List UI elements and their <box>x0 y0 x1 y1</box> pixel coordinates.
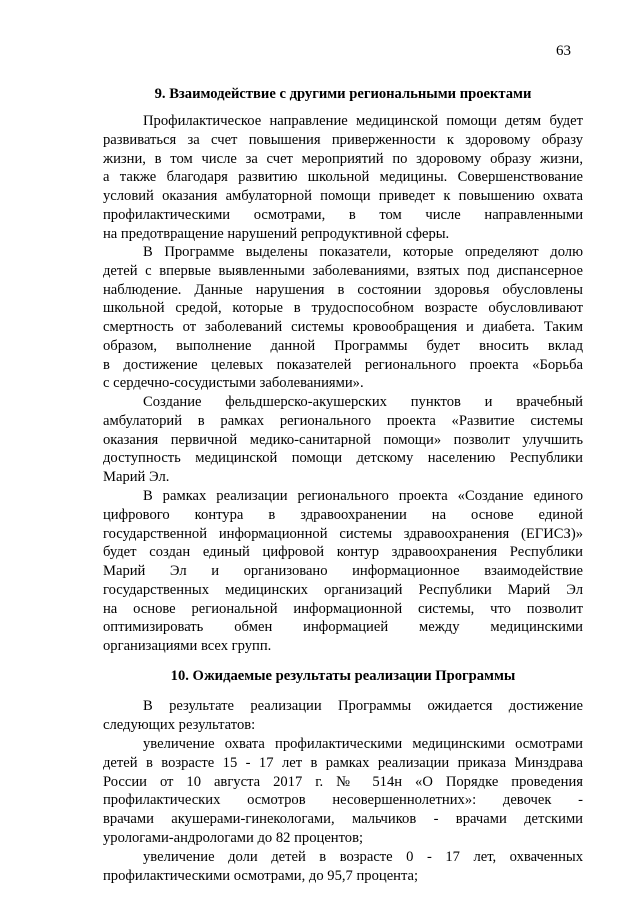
section-10-paragraph-3 <box>103 848 583 886</box>
section-9-paragraph-2 <box>103 243 583 393</box>
text-line: детей в возрасте 15 - 17 лет в рамках реализации приказа Минздрава <box>103 754 583 771</box>
text-line: Профилактическое направление медицинской помощи детям будет <box>143 113 583 129</box>
section-10-paragraph-2 <box>103 735 583 848</box>
text-line: детей с впервые выявленными заболеваниями, взятых под диспансерное <box>103 262 583 279</box>
text-line: на предотвращение нарушений репродуктивной сферы. <box>103 225 450 242</box>
text-line: профилактических осмотров несовершеннолетних»: девочек - <box>103 792 583 809</box>
text-line: урологами-андрологами до 82 процентов; <box>103 829 364 846</box>
text-line: профилактическими осмотрами, до 95,7 процента; <box>103 867 419 884</box>
text-line: с сердечно-сосудистыми заболеваниями». <box>103 375 364 392</box>
text-line: государственных медицинских организаций Республики Марий Эл <box>103 581 583 598</box>
text-line: В рамках реализации регионального проекта «Создание единого <box>143 488 583 504</box>
section-9-paragraph-3 <box>103 393 583 487</box>
text-line: условий оказания амбулаторной помощи приведет к повышению охвата <box>103 188 583 204</box>
text-line: а также благодаря развитию школьной медицины. Совершенствование <box>103 169 583 186</box>
text-line: увеличение доли детей в возрасте 0 - 17 лет, охваченных <box>143 849 583 865</box>
text-line: наблюдение. Данные нарушения в состоянии здоровья обусловлены <box>103 281 583 298</box>
text-line: школьной средой, которые в трудоспособном возрасте обусловливают <box>103 300 583 317</box>
text-line: России от 10 августа 2017 г. № 514н «О Порядке проведения <box>103 773 583 790</box>
text-line: увеличение охвата профилактическими медицинскими осмотрами <box>143 736 583 752</box>
text-line: образом, выполнение данной Программы будет вносить вклад <box>103 337 583 354</box>
text-line: в достижение целевых показателей регионального проекта «Борьба <box>103 356 583 373</box>
section-10-heading: 10. Ожидаемые результаты реализации Программы <box>170 668 516 684</box>
text-line: профилактическими осмотрами, в том числе направленными <box>103 206 583 223</box>
section-9-heading: 9. Взаимодействие с другими региональными проектами <box>154 86 532 102</box>
text-line: оптимизировать обмен информацией между медицинскими <box>103 619 583 636</box>
text-line: организациями всех групп. <box>103 638 272 654</box>
text-line: доступность медицинской помощи детскому населению Республики <box>103 450 583 467</box>
text-line: следующих результатов: <box>103 716 256 733</box>
text-line: Создание фельдшерско-акушерских пунктов и врачебный <box>143 394 583 410</box>
text-line: смертность от заболеваний системы кровообращения и диабета. Таким <box>103 319 583 335</box>
text-line: цифрового контура в здравоохранении на основе единой <box>103 506 583 523</box>
text-line: Марий Эл и организовано информационное взаимодействие <box>103 563 583 579</box>
text-line: амбулаторий в рамках регионального проекта «Развитие системы <box>103 412 583 429</box>
text-line: будет создан единый цифровой контур здравоохранения Республики <box>103 544 583 561</box>
text-line: жизни, в том числе за счет мероприятий по здоровому образу жизни, <box>103 150 583 167</box>
text-line: В Программе выделены показатели, которые определяют долю <box>143 244 583 260</box>
text-line: развиваться за счет повышения приверженности к здоровому образу <box>103 131 583 148</box>
section-10-paragraph-1 <box>103 697 583 735</box>
text-line: оказания первичной медико-санитарной помощи» позволит улучшить <box>103 431 583 448</box>
page-number: 63 <box>556 43 571 59</box>
text-line: В результате реализации Программы ожидается достижение <box>143 698 583 714</box>
section-9-paragraph-1 <box>103 112 583 243</box>
text-line: Марий Эл. <box>103 469 170 485</box>
section-9-paragraph-4 <box>103 487 583 656</box>
text-line: на основе региональной информационной системы, что позволит <box>103 600 583 617</box>
text-line: врачами акушерами-гинекологами, мальчиков - врачами детскими <box>103 811 583 827</box>
text-line: государственной информационной системы здравоохранения (ЕГИСЗ)» <box>103 525 583 542</box>
